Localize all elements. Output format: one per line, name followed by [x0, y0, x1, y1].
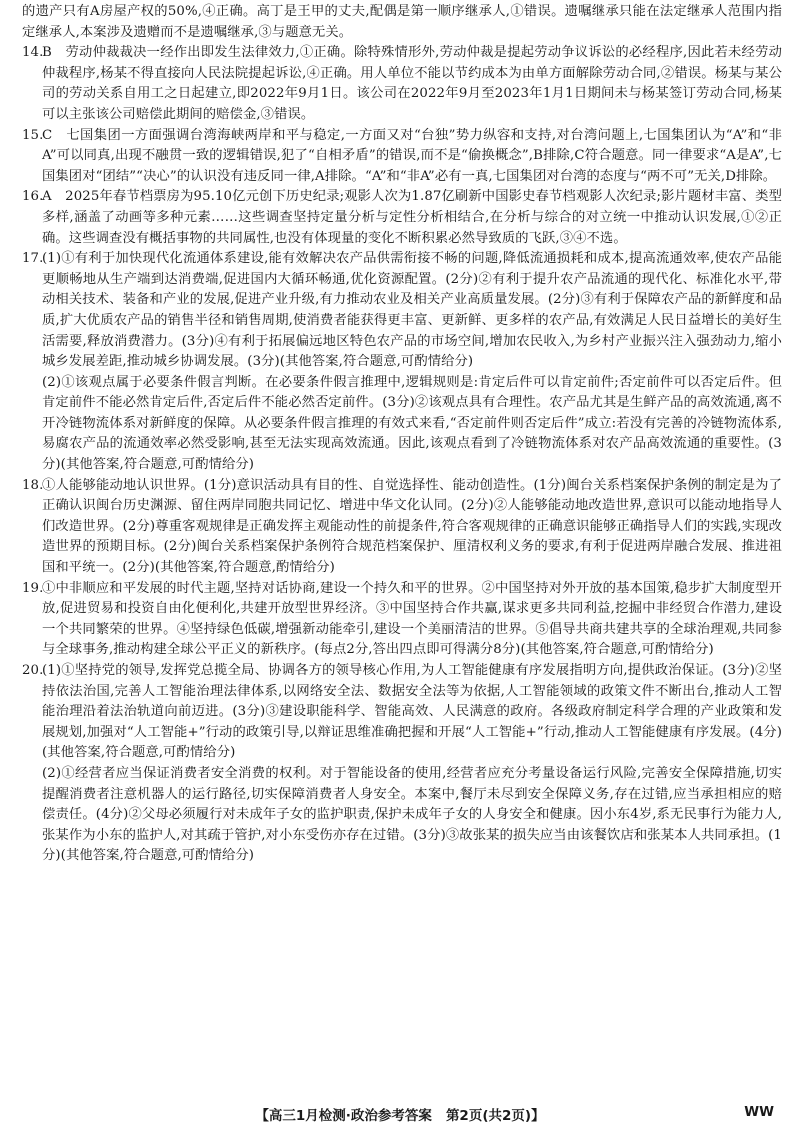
item-text: (1)①有利于加快现代化流通体系建设,能有效解决农产品供需衔接不畅的问题,降低流通损耗和成本,提高流通效率,使农产品能更顺畅地从生产端到达消费端,促进国内大循环畅通,优化资源配置。(2分)②有利于提升农产品流通的现代化、标准化水平,带动相关技术、装备和产业的发展,促进产业升级,有力推动农业及相关产业高质量发展。(2分)③有利于保障农产品的新鲜度和品质,扩大优质农产品的销售半径和销售周期,使消费者能获得更丰富、更新鲜、更多样的农产品,有效满足人民日益增长的美好生活需要,释放消费潜力。(3分)④有利于拓展偏远地区特色农产品的市场空间,增加农民收入,为乡村产业振兴注入强劲动力,缩小城乡发展差距,推动城乡协调发展。(3分)(其他答案,符合题意,可酌情给分)	[42, 251, 782, 370]
continuation-paragraph: 的遗产只有A房屋产权的50%,④正确。高丁是王甲的丈夫,配偶是第一顺序继承人,①错误。遗嘱继承只能在法定继承人范围内指定继承人,本案涉及遗赠而不是遗嘱继承,③与题意无关。	[22, 4, 782, 40]
item-text: C 七国集团一方面强调台湾海峡两岸和平与稳定,一方面又对“台独”势力纵容和支持,对台湾问题上,七国集团认为“A”和“非A”可以同真,出现不融贯一致的逻辑错误,犯了“自相矛盾”的错误,而不是“偷换概念”,B排除,C符合题意。同一律要求“A是A”,七国集团对“团结”“决心”的认识没有违反同一律,A排除。“A”和“非A”必有一真,七国集团对台湾的态度与“两不可”无关,D排除。	[42, 127, 782, 184]
item-number: 16.	[22, 189, 44, 205]
item-number: 17.	[22, 251, 44, 267]
answer-item-18	[22, 476, 782, 579]
answer-item-17	[22, 249, 782, 476]
answer-item-15	[22, 126, 782, 188]
answer-content	[22, 2, 782, 867]
item-number: 14.	[22, 45, 44, 61]
answer-item-20	[22, 661, 782, 867]
item-text: A 2025年春节档票房为95.10亿元创下历史纪录;观影人次为1.87亿刷新中国影史春节档观影人次纪录;影片题材丰富、类型多样,涵盖了动画等多种元素……这些调查坚持定量分析与定性分析相结合,在分析与综合的对立统一中推动认识发展,①②正确。这些调查没有概括事物的共同属性,也没有体现量的变化不断积累必然导致质的飞跃,③④不选。	[42, 189, 782, 246]
item-text: B 劳动仲裁裁决一经作出即发生法律效力,①正确。除特殊情形外,劳动仲裁是提起劳动争议诉讼的必经程序,因此若未经劳动仲裁程序,杨某不得直接向人民法院提起诉讼,④正确。用人单位不能以节约成本为由单方面解除劳动合同,②错误。杨某与某公司的劳动关系自用工之日起建立,即2022年9月1日。该公司在2022年9月至2023年1月1日期间未与杨某签订劳动合同,杨某可以主张该公司赔偿此期间的赔偿金,③错误。	[42, 45, 782, 122]
item-text: ①人能够能动地认识世界。(1分)意识活动具有目的性、自觉选择性、能动创造性。(1分)闽台关系档案保护条例的制定是为了正确认识闽台历史渊源、留住两岸同胞共同记忆、增进中华文化认同。(2分)②人能够能动地改造世界,意识可以能动地指导人们改造世界。(2分)尊重客观规律是正确发挥主观能动性的前提条件,符合客观规律的正确意识能够正确指导人们的实践,实现改造世界的预期目标。(2分)闽台关系档案保护条例符合规范档案保护、厘清权利义务的要求,有利于促进两岸融合发展、推进祖国和平统一。(2分)(其他答案,符合题意,酌情给分)	[42, 477, 782, 576]
footer-page-number: 第2页(共2页)】	[445, 1108, 545, 1124]
answer-item-19	[22, 579, 782, 661]
item-number: 15.	[22, 127, 44, 143]
item-text: ①中非顺应和平发展的时代主题,坚持对话协商,建设一个持久和平的世界。②中国坚持对外开放的基本国策,稳步扩大制度型开放,促进贸易和投资自由化便利化,共建开放型世界经济。③中国坚持合作共赢,谋求更多共同利益,挖掘中非经贸合作潜力,建设一个共同繁荣的世界。④坚持绿色低碳,增强新动能牵引,建设一个美丽清洁的世界。⑤倡导共商共建共享的全球治理观,共同参与全球事务,推动构建全球公平正义的新秩序。(每点2分,答出四点即可得满分8分)(其他答案,符合题意,可酌情给分)	[42, 580, 782, 658]
page-footer	[0, 1104, 800, 1124]
answer-item-16	[22, 187, 782, 249]
item-subpart: (2)①经营者应当保证消费者安全消费的权利。对于智能设备的使用,经营者应充分考量设备运行风险,完善安全保障措施,切实提醒消费者注意机器人的运行路径,切实保障消费者人身安全。本案中,餐厅未尽到安全保障义务,存在过错,应当承担相应的赔偿责任。(4分)②父母必须履行对未成年子女的监护职责,保护未成年子女的人身安全和健康。因小东4岁,系无民事行为能力人,张某作为小东的监护人,对其疏于管护,对小东受伤亦存在过错。(3分)③故张某的损失应当由该餐饮店和张某本人共同承担。(1分)(其他答案,符合题意,可酌情给分)	[42, 765, 782, 864]
answer-item-14	[22, 43, 782, 125]
item-text: (1)①坚持党的领导,发挥党总揽全局、协调各方的领导核心作用,为人工智能健康有序发展指明方向,提供政治保证。(3分)②坚持依法治国,完善人工智能治理法律体系,以网络安全法、数据安全法等为依据,人工智能领域的政策文件不断出台,推动人工智能治理沿着法治轨道向前迈进。(3分)③建设职能科学、智能高效、人民满意的政府。各级政府制定科学合理的产业政策和发展规划,加强对“人工智能+”行动的政策引导,以辩证思维准确把握和开展“人工智能+”行动,推动人工智能健康有序发展。(4分)(其他答案,符合题意,可酌情给分)	[42, 663, 782, 761]
item-number: 19.	[22, 580, 44, 596]
item-number: 18.	[22, 477, 44, 493]
footer-code: WW	[744, 1104, 774, 1120]
item-number: 20.	[22, 663, 44, 678]
footer-title: 【高三1月检测·政治参考答案	[255, 1108, 432, 1124]
item-subpart: (2)①该观点属于必要条件假言判断。在必要条件假言推理中,逻辑规则是:肯定后件可以肯定前件;否定前件可以否定后件。但肯定前件不能必然肯定后件,否定后件不能必然否定前件。(3分)②该观点具有合理性。农产品尤其是生鲜产品的高效流通,离不开冷链物流体系对新鲜度的保障。从必要条件假言推理的有效式来看,“否定前件则否定后件”成立:若没有完善的冷链物流体系,易腐农产品的流通效率必然受影响,甚至无法实现高效流通。因此,该观点看到了冷链物流体系对农产品高效流通的重要性。(3分)(其他答案,符合题意,可酌情给分)	[42, 374, 782, 473]
